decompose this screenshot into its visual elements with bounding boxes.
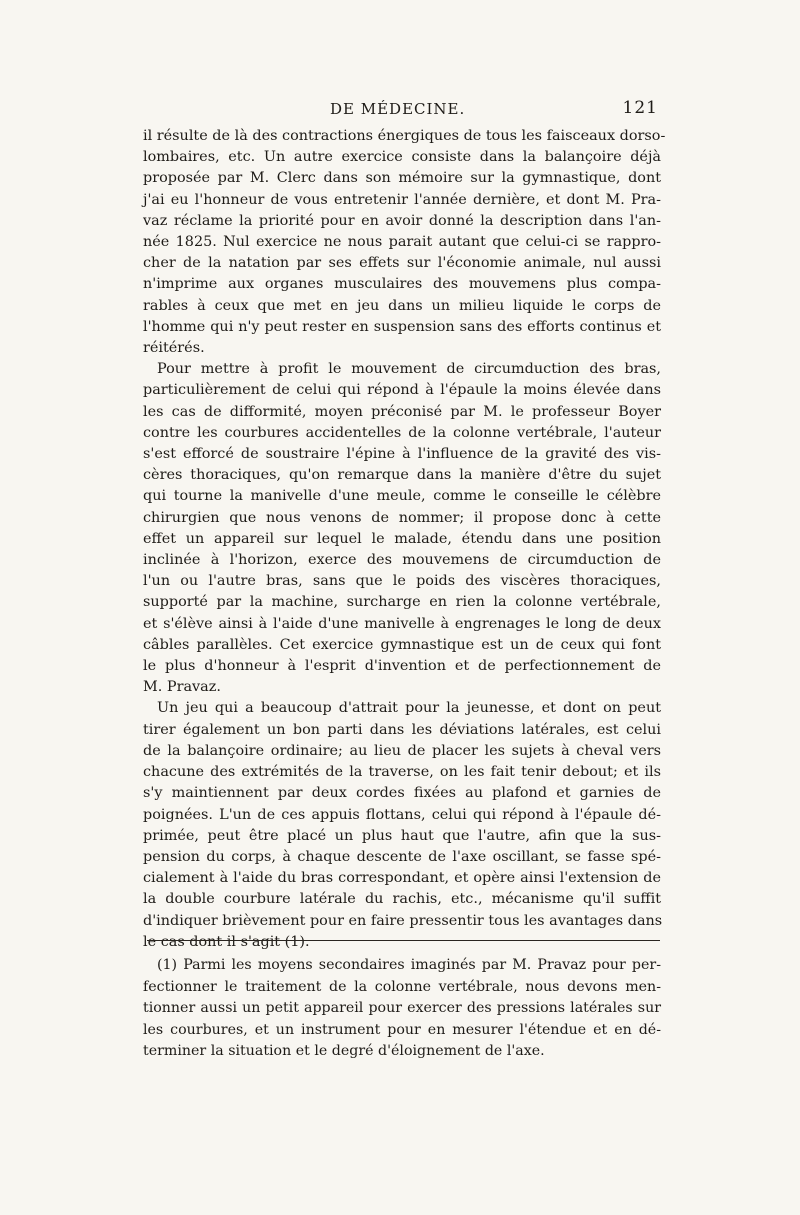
text-line: les cas de difformité, moyen préconisé par M. le professeur Boyer — [143, 403, 661, 420]
running-title: DE MÉDECINE. — [330, 100, 466, 118]
text-line: et s'élève ainsi à l'aide d'une manivelle à engrenages le long de deux — [143, 615, 661, 632]
text-line: il résulte de là des contractions énergiques de tous les faisceaux dorso- — [143, 128, 666, 144]
paragraph — [143, 126, 666, 359]
paragraph — [143, 698, 661, 952]
footnote-line: terminer la situation et le degré d'éloignement de l'axe. — [143, 1043, 545, 1059]
text-line: chirurgien que nous venons de nommer; il propose donc à cette — [143, 509, 661, 526]
footnote-line: tionner aussi un petit appareil pour exercer des pressions latérales sur — [143, 1000, 661, 1016]
text-line: pension du corps, à chaque descente de l'axe oscillant, se fasse spé- — [143, 848, 661, 865]
text-line: la double courbure latérale du rachis, etc., mécanisme qu'il suffit — [143, 891, 661, 908]
text-line: M. Pravaz. — [143, 679, 221, 696]
text-line: l'homme qui n'y peut rester en suspension sans des efforts continus et — [143, 318, 661, 335]
text-line: primée, peut être placé un plus haut que l'autre, afin que la sus- — [143, 827, 661, 844]
text-line: n'imprime aux organes musculaires des mouvemens plus compa- — [143, 276, 661, 293]
text-line: poignées. L'un de ces appuis flottans, celui qui répond à l'épaule dé- — [143, 806, 661, 823]
text-line: particulièrement de celui qui répond à l'épaule la moins élevée dans — [143, 382, 661, 399]
text-line: Un jeu qui a beaucoup d'attrait pour la jeunesse, et dont on peut — [157, 700, 661, 717]
footnote-separator — [147, 940, 660, 941]
text-line: lombaires, etc. Un autre exercice consiste dans la balançoire déjà — [143, 149, 661, 166]
text-line: s'y maintiennent par deux cordes fixées au plafond et garnies de — [143, 785, 661, 802]
text-line: cères thoraciques, qu'on remarque dans la manière d'être du sujet — [143, 467, 661, 484]
running-header — [145, 98, 658, 124]
text-line: d'indiquer brièvement pour en faire pressentir tous les avantages dans — [143, 912, 663, 929]
text-line: contre les courbures accidentelles de la colonne vertébrale, l'auteur — [143, 424, 661, 441]
text-line: qui tourne la manivelle d'une meule, comme le conseille le célèbre — [143, 488, 661, 505]
text-line: née 1825. Nul exercice ne nous parait autant que celui-ci se rappro- — [143, 234, 661, 251]
footnote-line: les courbures, et un instrument pour en mesurer l'étendue et en dé- — [143, 1021, 661, 1038]
text-line: effet un appareil sur lequel le malade, étendu dans une position — [143, 530, 661, 547]
text-line: vaz réclame la priorité pour en avoir donné la description dans l'an- — [143, 212, 661, 229]
body-text — [143, 126, 666, 953]
text-line: j'ai eu l'honneur de vous entretenir l'année dernière, et dont M. Pra- — [143, 191, 661, 208]
text-line: rables à ceux que met en jeu dans un milieu liquide le corps de — [143, 297, 661, 314]
text-line: câbles parallèles. Cet exercice gymnastique est un de ceux qui font — [143, 636, 661, 653]
text-line: le cas dont il s'agit (1). — [143, 933, 310, 950]
text-line: s'est efforcé de soustraire l'épine à l'influence de la gravité des vis- — [143, 446, 661, 463]
footnote — [143, 955, 661, 1063]
text-line: proposée par M. Clerc dans son mémoire sur la gymnastique, dont — [143, 170, 661, 187]
text-line: le plus d'honneur à l'esprit d'invention et de perfectionnement de — [143, 658, 661, 675]
text-line: cher de la natation par ses effets sur l'économie animale, nul aussi — [143, 255, 661, 272]
text-line: chacune des extrémités de la traverse, on les fait tenir debout; et ils — [143, 764, 661, 781]
text-line: Pour mettre à profit le mouvement de circumduction des bras, — [157, 361, 661, 378]
text-line: l'un ou l'autre bras, sans que le poids des viscères thoraciques, — [143, 573, 661, 590]
text-line: cialement à l'aide du bras correspondant, et opère ainsi l'extension de — [143, 870, 661, 887]
text-line: réitérés. — [143, 340, 205, 357]
text-line: supporté par la machine, surcharge en rien la colonne vertébrale, — [143, 594, 661, 611]
text-line: de la balançoire ordinaire; au lieu de placer les sujets à cheval vers — [143, 742, 661, 759]
page-number: 121 — [622, 98, 658, 118]
paragraph — [143, 359, 661, 698]
footnote-line: fectionner le traitement de la colonne vertébrale, nous devons men- — [143, 978, 661, 995]
text-line: inclinée à l'horizon, exerce des mouvemens de circumduction de — [143, 552, 661, 569]
footnote-line: (1) Parmi les moyens secondaires imaginés par M. Pravaz pour per- — [157, 957, 661, 973]
text-line: tirer également un bon parti dans les déviations latérales, est celui — [143, 721, 661, 738]
